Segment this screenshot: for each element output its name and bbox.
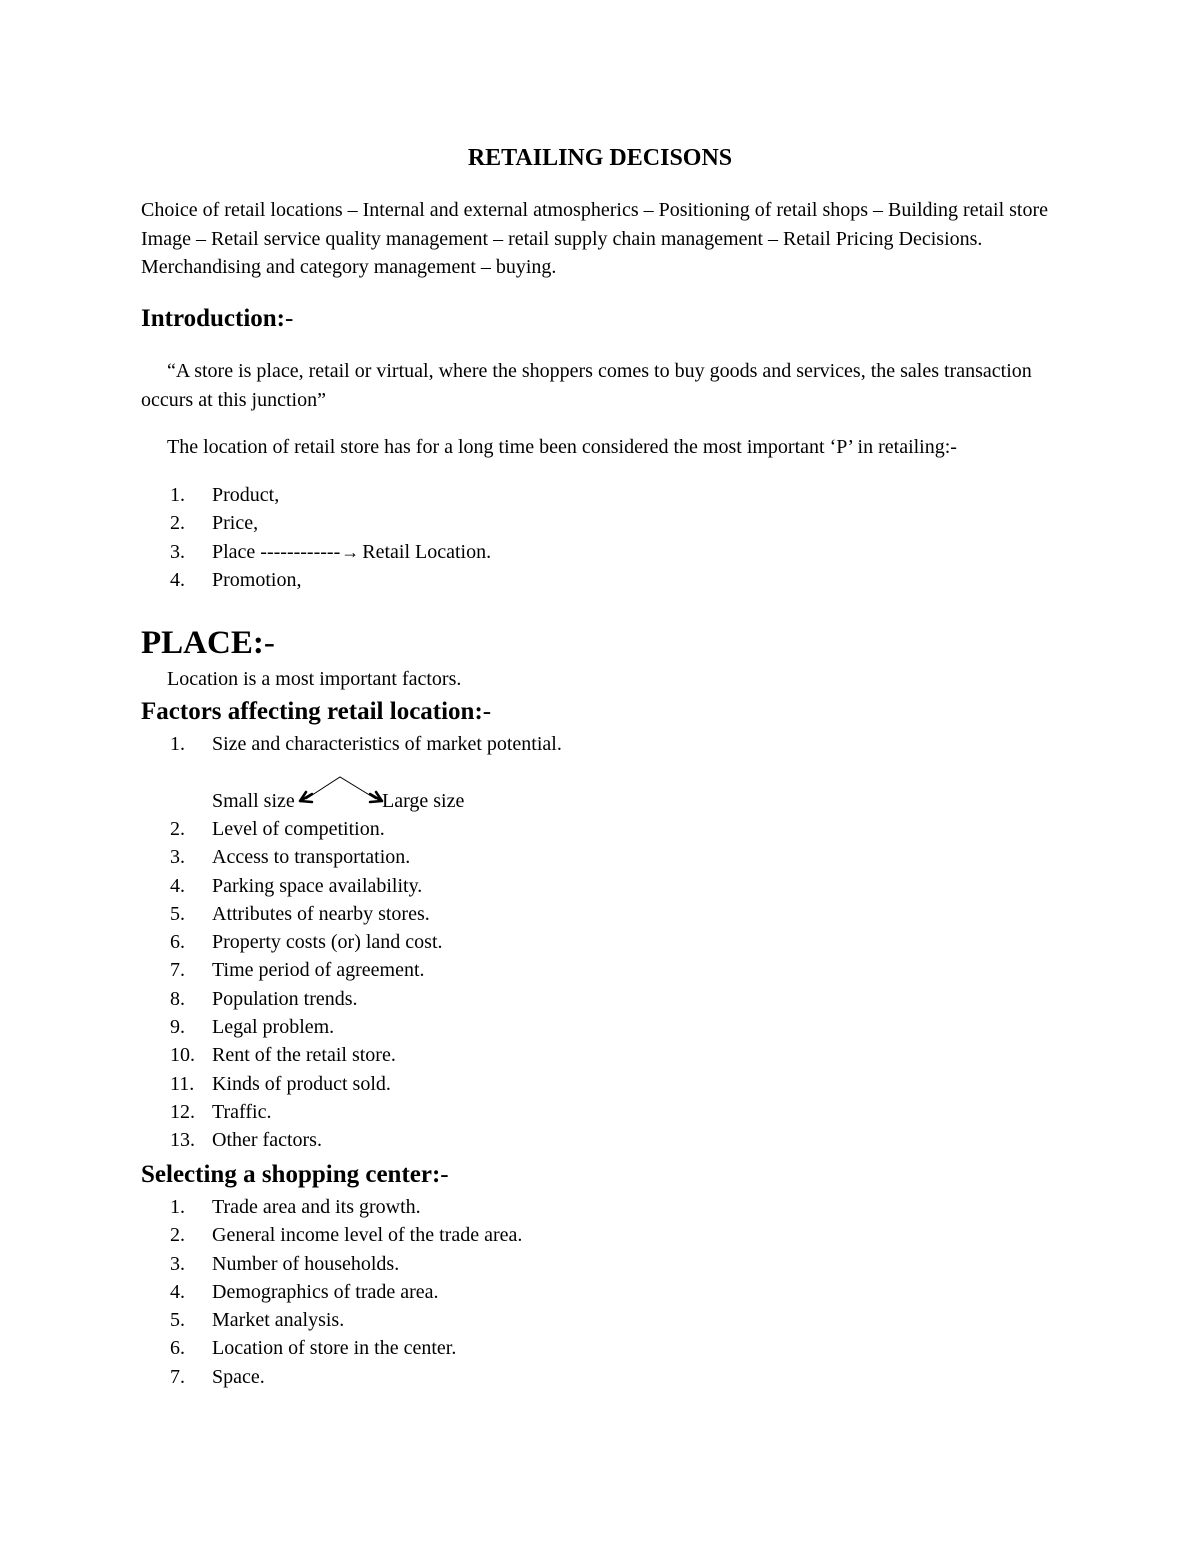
list-item: 2. Level of competition.: [170, 818, 385, 840]
four-p-list: [170, 481, 491, 594]
list-item: 11. Kinds of product sold.: [170, 1072, 391, 1095]
shopping-center-list: [170, 1193, 522, 1391]
topics-paragraph: Choice of retail locations – Internal and external atmospherics – Positioning of retail shops – Building retail store Image – Retail service quality management – retail supply chain management – Retail Pricing Decisions. Merchandising and category management – buying.: [141, 199, 1049, 278]
list-item: 4. Demographics of trade area.: [170, 1280, 439, 1303]
list-item: 9. Legal problem.: [170, 1016, 335, 1039]
list-item: 7. Space.: [170, 1365, 265, 1388]
list-item: 3. Number of households.: [170, 1252, 400, 1275]
place-heading: [141, 625, 275, 661]
shopping-center-heading-suffix: -: [440, 1161, 449, 1188]
list-item: 8. Population trends.: [170, 987, 358, 1010]
list-item: 6. Property costs (or) land cost.: [170, 931, 443, 954]
retail-location-label: Retail Location.: [362, 540, 492, 563]
factors-list: [170, 815, 443, 1155]
list-item: 12. Traffic.: [170, 1100, 272, 1123]
list-item: 5. Market analysis.: [170, 1309, 345, 1332]
place-heading-text: PLACE:: [141, 625, 264, 661]
right-arrow-icon: →: [341, 541, 360, 562]
list-item: 3. Place ------------→ Retail Location.: [170, 538, 491, 566]
list-item: 4. Promotion,: [170, 568, 302, 591]
small-size-label: Small size: [212, 790, 295, 812]
large-size-label: Large size: [382, 790, 465, 812]
place-heading-suffix: -: [263, 625, 275, 661]
factors-heading-text: Factors affecting retail location:: [141, 698, 483, 725]
list-item: 1. Size and characteristics of market potential.: [170, 733, 562, 755]
factors-heading-suffix: -: [482, 698, 492, 725]
introduction-heading: [141, 304, 293, 334]
list-item: 2. Price,: [170, 512, 259, 535]
place-dashes: Place ------------: [212, 540, 341, 563]
list-item: 13. Other factors.: [170, 1129, 322, 1152]
list-item: 1. Product,: [170, 484, 280, 506]
list-item: 5. Attributes of nearby stores.: [170, 902, 430, 925]
introduction-heading-suffix: -: [285, 305, 294, 332]
size-diagram: [212, 770, 512, 818]
store-definition-quote: “A store is place, retail or virtual, where the shoppers comes to buy goods and services, the sales transaction occurs at this junction”: [141, 360, 1032, 411]
location-importance-text: The location of retail store has for a long time been considered the most important ‘P’ in retailing:-: [167, 436, 957, 458]
list-item: 10. Rent of the retail store.: [170, 1044, 396, 1067]
document-title: RETAILING DECISONS: [467, 145, 733, 171]
list-item: 3. Access to transportation.: [170, 846, 411, 869]
list-item: 1. Trade area and its growth.: [170, 1196, 421, 1218]
place-subtext: Location is a most important factors.: [167, 668, 462, 690]
factors-heading: [141, 697, 491, 727]
factors-list-first: [170, 730, 562, 758]
list-item: 6. Location of store in the center.: [170, 1337, 457, 1360]
shopping-center-heading-text: Selecting a shopping center:: [141, 1161, 441, 1188]
introduction-heading-text: Introduction:: [141, 305, 286, 332]
shopping-center-heading: [141, 1160, 449, 1190]
list-item: 4. Parking space availability.: [170, 874, 423, 897]
list-item: 2. General income level of the trade area.: [170, 1224, 523, 1247]
list-item: 7. Time period of agreement.: [170, 959, 425, 982]
